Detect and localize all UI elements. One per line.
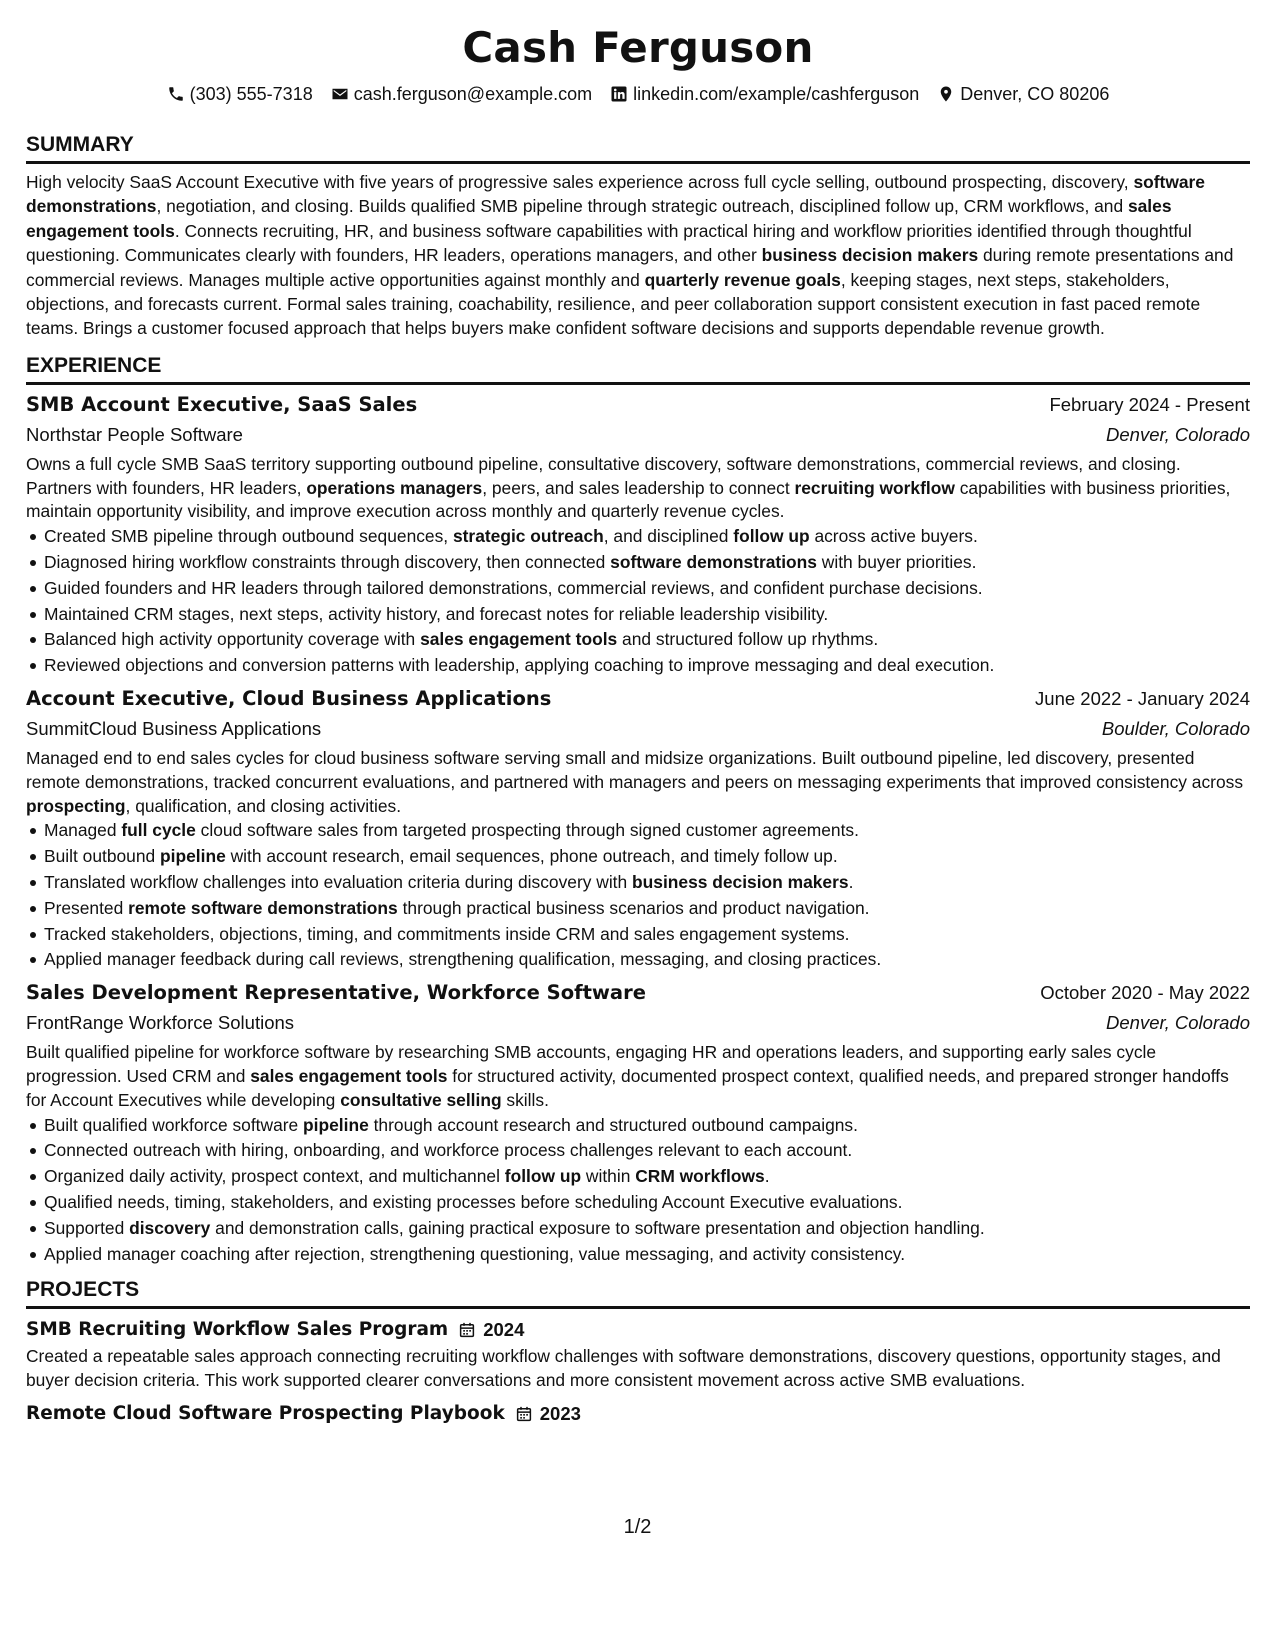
job-bullets xyxy=(26,1113,1250,1268)
text-run: skills. xyxy=(501,1089,549,1110)
text-run: . xyxy=(848,872,854,892)
job-title: Sales Development Representative, Workforce Software xyxy=(26,981,646,1005)
linkedin-icon xyxy=(610,85,628,103)
text-run: through practical business scenarios and product navigation. xyxy=(397,897,870,918)
text-run: Presented xyxy=(44,897,129,918)
text-run: , and disciplined xyxy=(603,526,734,547)
job-entry xyxy=(26,979,1250,1267)
project-year: 2023 xyxy=(539,1402,581,1424)
resume-page xyxy=(26,20,1250,1427)
text-run: , peers, and sales leadership to connect xyxy=(482,477,795,498)
text-run: , qualification, and closing activities. xyxy=(125,795,402,816)
text-run: through account research and structured outbound campaigns. xyxy=(368,1114,858,1135)
phone-icon xyxy=(167,85,185,103)
experience-heading: EXPERIENCE xyxy=(26,353,1250,385)
job-summary xyxy=(26,453,1250,524)
text-run: and demonstration calls, gaining practical exposure to software presentation and objection handling. xyxy=(210,1217,985,1238)
summary-heading: SUMMARY xyxy=(26,132,1250,164)
text-run: , negotiation, and closing. Builds qualified SMB pipeline through strategic outreach, disciplined follow up, CRM workflows, and xyxy=(156,196,1128,217)
text-run: cloud software sales from targeted prospecting through signed customer agreements. xyxy=(195,820,859,841)
text-run: Guided founders and HR leaders through tailored demonstrations, commercial reviews, and confident purchase decisions. xyxy=(44,577,983,598)
linkedin-text: linkedin.com/example/cashferguson xyxy=(633,84,920,104)
bold-keyword: software demonstrations xyxy=(610,552,817,573)
bullet-item xyxy=(44,1216,1250,1242)
project-date xyxy=(458,1319,524,1341)
text-run: with account research, email sequences, phone outreach, and timely follow up. xyxy=(225,846,838,867)
contact-phone[interactable] xyxy=(167,82,313,106)
bold-keyword: follow up xyxy=(504,1166,582,1187)
bullet-item xyxy=(44,576,1250,602)
phone-text: (303) 555-7318 xyxy=(189,84,313,104)
job-company: FrontRange Workforce Solutions xyxy=(26,1012,295,1034)
bold-keyword: full cycle xyxy=(121,820,196,841)
text-run: Connected outreach with hiring, onboarding, and workforce process challenges relevant to each account. xyxy=(44,1140,853,1161)
project-entry xyxy=(26,1317,1250,1393)
bullet-item xyxy=(44,1164,1250,1190)
bullet-item xyxy=(44,1242,1250,1268)
bold-keyword: prospecting xyxy=(26,795,126,816)
bold-keyword: discovery xyxy=(129,1217,211,1238)
location-text: Denver, CO 80206 xyxy=(960,84,1110,104)
bullet-item xyxy=(44,870,1250,896)
text-run: capabilities with business priorities, maintain opportunity visibility, and improve execution across monthly and quarterly revenue cycles. xyxy=(26,477,1231,522)
contact-linkedin[interactable] xyxy=(610,82,919,106)
map-marker-icon xyxy=(937,85,955,103)
text-run: Tracked stakeholders, objections, timing, and commitments inside CRM and sales engagement systems. xyxy=(44,923,850,944)
project-title: SMB Recruiting Workflow Sales Program xyxy=(26,1319,449,1341)
text-run: Maintained CRM stages, next steps, activity history, and forecast notes for reliable leadership visibility. xyxy=(44,603,829,624)
text-run: . xyxy=(764,1166,770,1187)
bold-keyword: software demonstrations xyxy=(26,172,1205,217)
job-dates: October 2020 - May 2022 xyxy=(1040,982,1250,1004)
project-description: Created a repeatable sales approach connecting recruiting workflow challenges with software demonstrations, discovery questions, opportunity stages, and buyer decision criteria. This work supported clearer conversations and more consistent movement across active SMB evaluations. xyxy=(26,1346,1221,1391)
text-run: Balanced high activity opportunity coverage with xyxy=(44,629,421,650)
projects-heading: PROJECTS xyxy=(26,1277,1250,1309)
bullet-item xyxy=(44,524,1250,550)
email-text: cash.ferguson@example.com xyxy=(353,84,593,104)
project-date xyxy=(515,1403,581,1425)
contact-email[interactable] xyxy=(331,82,592,106)
text-run: Translated workflow challenges into evaluation criteria during discovery with xyxy=(44,872,633,892)
project-title: Remote Cloud Software Prospecting Playbook xyxy=(26,1402,505,1424)
project-entry xyxy=(26,1401,1250,1427)
text-run: High velocity SaaS Account Executive with five years of progressive sales experience across full cycle selling, outbound prospecting, discovery, xyxy=(26,172,1134,192)
projects-section xyxy=(26,1277,1250,1427)
bold-keyword: CRM workflows xyxy=(635,1166,765,1187)
text-run: , keeping stages, next steps, stakeholders, objections, and forecasts current. Formal sales training, coachability, resilience, and peer collaboration support consistent execution in fast paced remote teams. Brings a customer focused approach that helps buyers make confident software decisions and supports dependable revenue growth. xyxy=(26,269,1201,339)
job-dates: February 2024 - Present xyxy=(1049,393,1250,415)
candidate-name: Cash Ferguson xyxy=(462,23,814,72)
bullet-item xyxy=(44,550,1250,576)
text-run: Diagnosed hiring workflow constraints through discovery, then connected xyxy=(44,552,611,573)
text-run: Built qualified workforce software xyxy=(44,1114,304,1135)
text-run: during remote presentations and commercial reviews. Manages multiple active opportunities against monthly and xyxy=(26,245,1234,290)
bold-keyword: quarterly revenue goals xyxy=(644,269,841,290)
bold-keyword: remote software demonstrations xyxy=(128,897,398,918)
bold-keyword: business decision makers xyxy=(761,245,979,266)
bold-keyword: recruiting workflow xyxy=(794,477,955,498)
bullet-item xyxy=(44,627,1250,653)
text-run: for structured activity, documented prospect context, qualified needs, and prepared stronger handoffs for Account Executives while developing xyxy=(26,1065,1229,1110)
calendar-icon xyxy=(458,1321,476,1339)
text-run: within xyxy=(581,1166,636,1187)
envelope-icon xyxy=(331,85,349,103)
project-year: 2024 xyxy=(483,1319,525,1341)
text-run: Created SMB pipeline through outbound sequences, xyxy=(44,526,453,547)
calendar-icon xyxy=(515,1405,533,1423)
text-run: across active buyers. xyxy=(809,526,978,547)
job-summary xyxy=(26,747,1250,818)
experience-section xyxy=(26,353,1250,1268)
bullet-item xyxy=(44,602,1250,628)
text-run: . Connects recruiting, HR, and business software capabilities with practical hiring and workflow priorities identified through thoughtful questioning. Communicates clearly with founders, HR leaders, operations managers, and other xyxy=(26,220,1192,266)
text-run: Built qualified pipeline for workforce software by researching SMB accounts, engaging HR and operations leaders, and supporting early sales cycle progression. Used CRM and xyxy=(26,1042,1157,1086)
job-company: SummitCloud Business Applications xyxy=(26,718,322,740)
text-run: Applied manager coaching after rejection, strengthening questioning, value messaging, and activity consistency. xyxy=(44,1243,906,1264)
job-location: Denver, Colorado xyxy=(1106,423,1250,445)
bullet-item xyxy=(44,1138,1250,1164)
bullet-item xyxy=(44,922,1250,948)
bold-keyword: sales engagement tools xyxy=(26,196,1172,241)
bullet-item xyxy=(44,1113,1250,1139)
job-location: Boulder, Colorado xyxy=(1101,718,1250,740)
bullet-item xyxy=(44,818,1250,844)
job-entry xyxy=(26,391,1250,679)
text-run: Supported xyxy=(44,1217,130,1238)
bold-keyword: sales engagement tools xyxy=(420,629,618,650)
bold-keyword: pipeline xyxy=(303,1114,369,1135)
bold-keyword: strategic outreach xyxy=(452,526,604,547)
summary-section xyxy=(26,132,1250,341)
bold-keyword: business decision makers xyxy=(632,872,849,892)
text-run: with buyer priorities. xyxy=(816,552,977,573)
bullet-item xyxy=(44,896,1250,922)
job-title: SMB Account Executive, SaaS Sales xyxy=(26,392,418,416)
text-run: Qualified needs, timing, stakeholders, and existing processes before scheduling Account Executive evaluations. xyxy=(44,1191,903,1212)
page-number: 1/2 xyxy=(623,1516,652,1538)
text-run: Owns a full cycle SMB SaaS territory supporting outbound pipeline, consultative discovery, software demonstrations, commercial reviews, and closing. Partners with founders, HR leaders, xyxy=(26,453,1181,498)
bullet-item xyxy=(44,844,1250,870)
text-run: Organized daily activity, prospect context, and multichannel xyxy=(44,1166,505,1187)
job-dates: June 2022 - January 2024 xyxy=(1035,688,1250,710)
text-run: Applied manager feedback during call reviews, strengthening qualification, messaging, and closing practices. xyxy=(44,949,882,970)
bold-keyword: operations managers xyxy=(306,477,483,498)
job-company: Northstar People Software xyxy=(26,423,243,445)
bullet-item xyxy=(44,653,1250,679)
summary-text xyxy=(26,170,1250,341)
contact-location xyxy=(937,82,1109,106)
bold-keyword: follow up xyxy=(733,526,810,547)
bold-keyword: sales engagement tools xyxy=(250,1065,448,1086)
text-run: Reviewed objections and conversion patterns with leadership, applying coaching to improve messaging and deal execution. xyxy=(44,655,995,676)
bullet-item xyxy=(44,947,1250,973)
job-location: Denver, Colorado xyxy=(1106,1012,1250,1034)
job-bullets xyxy=(26,818,1250,973)
bold-keyword: pipeline xyxy=(160,846,226,867)
text-run: Managed end to end sales cycles for cloud business software serving small and midsize organizations. Built outbound pipeline, led discovery, presented remote demonstrations, tracked concurrent evaluations, and partnered with managers and peers on messaging experiments that improved consistency across xyxy=(26,748,1244,792)
job-summary xyxy=(26,1041,1250,1112)
text-run: and structured follow up rhythms. xyxy=(617,629,879,650)
bold-keyword: consultative selling xyxy=(340,1089,502,1110)
job-entry xyxy=(26,685,1250,973)
job-title: Account Executive, Cloud Business Applications xyxy=(26,687,552,711)
job-bullets xyxy=(26,524,1250,679)
text-run: Built outbound xyxy=(44,846,161,867)
contact-bar xyxy=(26,82,1250,106)
bullet-item xyxy=(44,1190,1250,1216)
text-run: Managed xyxy=(44,820,122,841)
